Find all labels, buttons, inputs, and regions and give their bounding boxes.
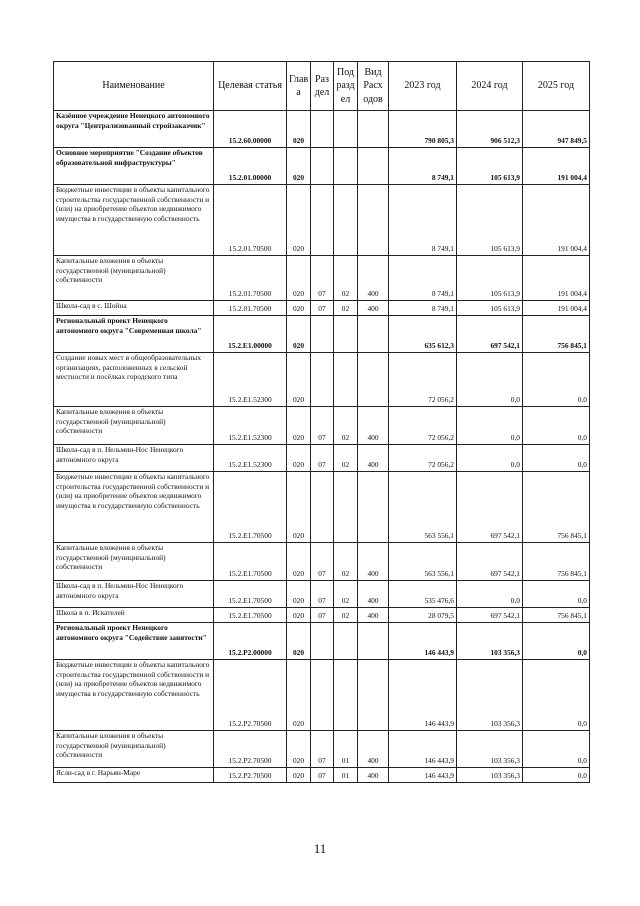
row-expense-type: 400 — [358, 608, 389, 623]
row-chapter: 020 — [287, 148, 311, 185]
table-body — [54, 111, 590, 783]
table-row — [54, 111, 590, 148]
row-amount-2025: 756 845,1 — [523, 316, 590, 353]
row-amount-2024: 105 613,9 — [457, 148, 523, 185]
row-chapter: 020 — [287, 445, 311, 472]
row-subsection: 02 — [334, 407, 358, 445]
table-row — [54, 472, 590, 543]
row-amount-2025: 0,0 — [523, 581, 590, 608]
row-target-article: 15.2.E1.70500 — [214, 472, 287, 543]
row-name: Капитальные вложения в объекты государственной (муниципальной) собственности — [54, 407, 214, 445]
row-section — [311, 660, 334, 731]
table-row — [54, 353, 590, 407]
row-amount-2023: 8 749,1 — [389, 148, 457, 185]
row-name: Создание новых мест в общеобразовательных организациях, расположенных в сельской местности и посёлках городского типа — [54, 353, 214, 407]
row-target-article: 15.2.P2.70500 — [214, 768, 287, 783]
row-amount-2023: 72 056,2 — [389, 407, 457, 445]
row-amount-2025: 191 004,4 — [523, 185, 590, 256]
row-chapter: 020 — [287, 256, 311, 301]
row-subsection: 01 — [334, 768, 358, 783]
row-target-article: 15.2.01.00000 — [214, 148, 287, 185]
row-chapter: 020 — [287, 660, 311, 731]
row-expense-type: 400 — [358, 301, 389, 316]
row-section — [311, 623, 334, 660]
table-header-row — [54, 62, 590, 111]
table-row — [54, 731, 590, 768]
row-amount-2023: 146 443,9 — [389, 660, 457, 731]
row-expense-type — [358, 111, 389, 148]
row-amount-2025: 756 845,1 — [523, 543, 590, 581]
table-row — [54, 407, 590, 445]
row-chapter: 020 — [287, 608, 311, 623]
row-target-article: 15.2.E1.52300 — [214, 353, 287, 407]
header-subsection: Под разд ел — [334, 62, 358, 111]
row-name: Школа в п. Искателей — [54, 608, 214, 623]
header-name: Наименование — [54, 62, 214, 111]
row-chapter: 020 — [287, 407, 311, 445]
row-amount-2024: 105 613,9 — [457, 185, 523, 256]
row-target-article: 15.2.01.70500 — [214, 301, 287, 316]
row-subsection — [334, 111, 358, 148]
row-amount-2024: 103 356,3 — [457, 660, 523, 731]
row-target-article: 15.2.E1.52300 — [214, 407, 287, 445]
row-section — [311, 148, 334, 185]
row-section — [311, 185, 334, 256]
row-section: 07 — [311, 256, 334, 301]
row-amount-2025: 0,0 — [523, 660, 590, 731]
row-amount-2024: 697 542,1 — [457, 316, 523, 353]
header-year-2025: 2025 год — [523, 62, 590, 111]
row-amount-2024: 103 356,3 — [457, 623, 523, 660]
header-year-2024: 2024 год — [457, 62, 523, 111]
row-section: 07 — [311, 608, 334, 623]
row-target-article: 15.2.E1.70500 — [214, 543, 287, 581]
row-amount-2025: 0,0 — [523, 768, 590, 783]
row-section: 07 — [311, 301, 334, 316]
row-subsection — [334, 660, 358, 731]
row-expense-type: 400 — [358, 731, 389, 768]
row-amount-2023: 72 056,2 — [389, 353, 457, 407]
table-row — [54, 543, 590, 581]
row-name: Школа-сад в п. Нельмин-Нос Ненецкого автономного округа — [54, 445, 214, 472]
row-expense-type: 400 — [358, 256, 389, 301]
row-expense-type: 400 — [358, 768, 389, 783]
row-name: Региональный проект Ненецкого автономного округа "Содействие занятости" — [54, 623, 214, 660]
row-subsection — [334, 472, 358, 543]
row-amount-2025: 947 849,5 — [523, 111, 590, 148]
row-amount-2023: 563 556,1 — [389, 543, 457, 581]
table-row — [54, 623, 590, 660]
row-subsection: 02 — [334, 256, 358, 301]
row-target-article: 15.2.P2.70500 — [214, 731, 287, 768]
row-amount-2024: 0,0 — [457, 353, 523, 407]
table-row — [54, 185, 590, 256]
row-section — [311, 316, 334, 353]
row-name: Ясли-сад в г. Нарьян-Маре — [54, 768, 214, 783]
row-subsection — [334, 316, 358, 353]
row-expense-type: 400 — [358, 543, 389, 581]
row-chapter: 020 — [287, 543, 311, 581]
row-section — [311, 472, 334, 543]
row-section: 07 — [311, 445, 334, 472]
header-year-2023: 2023 год — [389, 62, 457, 111]
table-row — [54, 148, 590, 185]
row-amount-2025: 0,0 — [523, 445, 590, 472]
row-chapter: 020 — [287, 316, 311, 353]
row-subsection: 01 — [334, 731, 358, 768]
row-amount-2024: 105 613,9 — [457, 301, 523, 316]
row-expense-type: 400 — [358, 407, 389, 445]
row-amount-2023: 146 443,9 — [389, 623, 457, 660]
row-name: Бюджетные инвестиции в объекты капитального строительства государственной собственности и (или) на приобретение объектов недвижимого имущества в государственную собственность — [54, 185, 214, 256]
row-amount-2024: 0,0 — [457, 445, 523, 472]
row-section: 07 — [311, 768, 334, 783]
row-amount-2024: 697 542,1 — [457, 543, 523, 581]
row-expense-type: 400 — [358, 445, 389, 472]
table-row — [54, 316, 590, 353]
row-chapter: 020 — [287, 111, 311, 148]
header-chapter: Глав а — [287, 62, 311, 111]
row-amount-2025: 756 845,1 — [523, 608, 590, 623]
row-subsection: 02 — [334, 581, 358, 608]
row-section: 07 — [311, 407, 334, 445]
row-amount-2024: 697 542,1 — [457, 472, 523, 543]
table-row — [54, 301, 590, 316]
row-amount-2024: 103 356,3 — [457, 768, 523, 783]
row-amount-2023: 790 805,3 — [389, 111, 457, 148]
row-section — [311, 111, 334, 148]
row-name: Школа-сад в п. Нельмин-Нос Ненецкого автономного округа — [54, 581, 214, 608]
row-chapter: 020 — [287, 472, 311, 543]
row-subsection — [334, 353, 358, 407]
row-amount-2025: 0,0 — [523, 407, 590, 445]
row-target-article: 15.2.60.00000 — [214, 111, 287, 148]
row-amount-2023: 635 612,3 — [389, 316, 457, 353]
row-chapter: 020 — [287, 581, 311, 608]
row-subsection: 02 — [334, 445, 358, 472]
row-name: Казённое учреждение Ненецкого автономного округа "Централизованный стройзаказчик" — [54, 111, 214, 148]
row-chapter: 020 — [287, 301, 311, 316]
table-row — [54, 445, 590, 472]
row-name: Основное мероприятие "Создание объектов образовательной инфраструктуры" — [54, 148, 214, 185]
row-amount-2024: 103 356,3 — [457, 731, 523, 768]
row-section — [311, 353, 334, 407]
row-amount-2023: 72 056,2 — [389, 445, 457, 472]
row-subsection: 02 — [334, 543, 358, 581]
table-row — [54, 581, 590, 608]
row-chapter: 020 — [287, 353, 311, 407]
row-amount-2025: 0,0 — [523, 731, 590, 768]
row-name: Капитальные вложения в объекты государственной (муниципальной) собственности — [54, 256, 214, 301]
row-target-article: 15.2.E1.70500 — [214, 608, 287, 623]
row-expense-type — [358, 185, 389, 256]
row-name: Бюджетные инвестиции в объекты капитального строительства государственной собственности и (или) на приобретение объектов недвижимого имущества в государственную собственность — [54, 660, 214, 731]
row-chapter: 020 — [287, 768, 311, 783]
row-subsection — [334, 148, 358, 185]
row-amount-2023: 146 443,9 — [389, 731, 457, 768]
row-amount-2023: 535 476,6 — [389, 581, 457, 608]
row-expense-type: 400 — [358, 581, 389, 608]
row-expense-type — [358, 353, 389, 407]
row-name: Бюджетные инвестиции в объекты капитального строительства государственной собственности и (или) на приобретение объектов недвижимого имущества в государственную собственность — [54, 472, 214, 543]
header-expense-type: Вид Расх одов — [358, 62, 389, 111]
row-amount-2025: 191 004,4 — [523, 256, 590, 301]
row-amount-2024: 105 613,9 — [457, 256, 523, 301]
row-amount-2023: 146 443,9 — [389, 768, 457, 783]
row-target-article: 15.2.01.70500 — [214, 185, 287, 256]
row-expense-type — [358, 316, 389, 353]
row-amount-2024: 697 542,1 — [457, 608, 523, 623]
row-chapter: 020 — [287, 623, 311, 660]
row-chapter: 020 — [287, 185, 311, 256]
row-amount-2025: 756 845,1 — [523, 472, 590, 543]
row-amount-2024: 0,0 — [457, 581, 523, 608]
row-target-article: 15.2.P2.70500 — [214, 660, 287, 731]
row-target-article: 15.2.01.70500 — [214, 256, 287, 301]
row-expense-type — [358, 148, 389, 185]
table-row — [54, 256, 590, 301]
row-amount-2025: 191 004,4 — [523, 148, 590, 185]
row-subsection — [334, 623, 358, 660]
row-amount-2024: 906 512,3 — [457, 111, 523, 148]
row-subsection: 02 — [334, 301, 358, 316]
row-amount-2025: 191 004,4 — [523, 301, 590, 316]
row-expense-type — [358, 660, 389, 731]
row-amount-2023: 8 749,1 — [389, 185, 457, 256]
row-subsection — [334, 185, 358, 256]
row-name: Капитальные вложения в объекты государственной (муниципальной) собственности — [54, 731, 214, 768]
table-row — [54, 608, 590, 623]
row-name: Капитальные вложения в объекты государственной (муниципальной) собственности — [54, 543, 214, 581]
row-amount-2025: 0,0 — [523, 623, 590, 660]
table-row — [54, 768, 590, 783]
row-section: 07 — [311, 731, 334, 768]
row-subsection: 02 — [334, 608, 358, 623]
row-target-article: 15.2.E1.00000 — [214, 316, 287, 353]
row-amount-2023: 28 079,5 — [389, 608, 457, 623]
page-number: 11 — [313, 841, 327, 856]
row-section: 07 — [311, 543, 334, 581]
row-target-article: 15.2.E1.70500 — [214, 581, 287, 608]
row-amount-2023: 8 749,1 — [389, 301, 457, 316]
row-expense-type — [358, 623, 389, 660]
row-amount-2023: 563 556,1 — [389, 472, 457, 543]
header-section: Раз дел — [311, 62, 334, 111]
row-section: 07 — [311, 581, 334, 608]
row-amount-2024: 0,0 — [457, 407, 523, 445]
row-amount-2025: 0,0 — [523, 353, 590, 407]
row-name: Региональный проект Ненецкого автономного округа "Современная школа" — [54, 316, 214, 353]
row-expense-type — [358, 472, 389, 543]
row-amount-2023: 8 749,1 — [389, 256, 457, 301]
row-target-article: 15.2.E1.52300 — [214, 445, 287, 472]
row-chapter: 020 — [287, 731, 311, 768]
row-name: Школа-сад в с. Шойна — [54, 301, 214, 316]
header-target-article: Целевая статья — [214, 62, 287, 111]
row-target-article: 15.2.P2.00000 — [214, 623, 287, 660]
table-row — [54, 660, 590, 731]
budget-table — [53, 61, 590, 783]
